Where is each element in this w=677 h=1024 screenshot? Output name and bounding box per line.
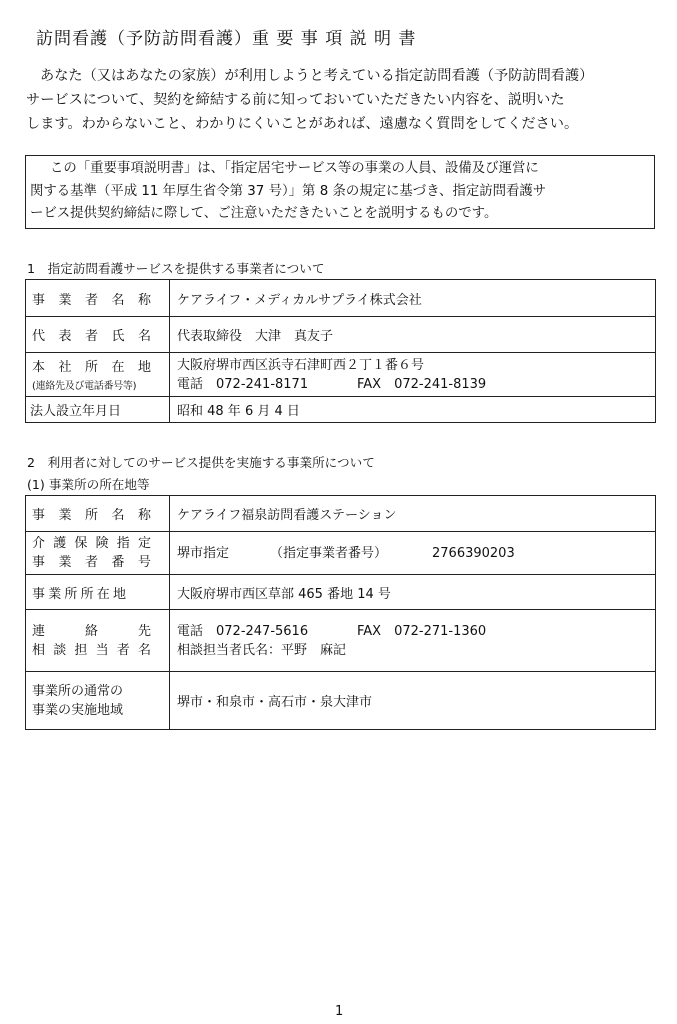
row-label: 本 社 所 在 地 (連絡先及び電話番号等) (26, 353, 170, 397)
table-row (26, 575, 656, 610)
notice-line: 関する基準（平成 11 年厚生省令第 37 号）」第 8 条の規定に基づき、指定訪問看護サ (30, 183, 547, 199)
row-label: 法人設立年月日 (26, 397, 170, 423)
established-value: 昭和 48 年 6 月 4 日 (170, 397, 656, 423)
table-row (26, 317, 656, 353)
row-label: 連 絡 先 相 談 担 当 者 名 (26, 610, 170, 672)
row-label (26, 575, 170, 610)
table-row (26, 610, 656, 672)
service-area-label: 事業の実施地域 (32, 702, 124, 718)
section1-heading: 1 指定訪問看護サービスを提供する事業者について (27, 261, 325, 276)
document-title: 訪問看護（予防訪問看護）重 要 事 項 説 明 書 (36, 29, 417, 49)
office-address-label: 事業所所在地 (32, 586, 130, 602)
head-office-tel: 電話 072-241-8171 (177, 376, 309, 392)
row-label (26, 672, 170, 730)
table-row (26, 353, 656, 397)
contact-note: (連絡先及び電話番号等) (32, 380, 137, 392)
section2-heading: 2 利用者に対してのサービス提供を実施する事業所について (27, 455, 375, 470)
designation-number: 2766390203 (432, 545, 515, 561)
intro-line: します。わからないこと、わかりにくいことがあれば、遠慮なく質問をしてください。 (26, 116, 579, 132)
row-label: 事 業 者 名 称 (26, 280, 170, 317)
head-office-address: 大阪府堺市西区浜寺石津町西２丁１番６号 (177, 357, 425, 373)
intro-paragraph (26, 64, 666, 136)
office-table (25, 495, 656, 730)
service-area-label: 事業所の通常の (32, 683, 124, 699)
office-name-value: ケアライフ福泉訪問看護ステーション (170, 496, 656, 532)
office-address-value: 大阪府堺市西区草部 465 番地 14 号 (170, 575, 656, 610)
company-name-value: ケアライフ・メディカルサプライ株式会社 (170, 280, 656, 317)
notice-line: ービス提供契約締結に際して、ご注意いただきたいことを説明するものです。 (30, 206, 498, 221)
designation-text: 堺市指定 (177, 545, 230, 561)
row-label: 介 護 保 険 指 定 事 業 者 番 号 (26, 532, 170, 575)
contact-value (170, 610, 656, 672)
contact-person: 相談担当者氏名：平野 麻記 (177, 642, 347, 658)
service-area-value: 堺市・和泉市・高石市・泉大津市 (170, 672, 656, 730)
head-office-value (170, 353, 656, 397)
table-row (26, 280, 656, 317)
office-tel: 電話 072-247-5616 (177, 623, 309, 639)
designation-number-label: （指定事業者番号） (270, 545, 388, 561)
table-row (26, 672, 656, 730)
representative-value: 代表取締役 大津 真友子 (170, 317, 656, 353)
table-row (26, 496, 656, 532)
row-label: 代 表 者 氏 名 (26, 317, 170, 353)
table-row (26, 397, 656, 423)
table-row (26, 532, 656, 575)
row-label: 事 業 所 名 称 (26, 496, 170, 532)
intro-line: サービスについて、契約を締結する前に知っておいていただきたい内容を、説明いた (26, 92, 565, 108)
insurance-value (170, 532, 656, 575)
head-office-fax: FAX 072-241-8139 (357, 376, 487, 392)
notice-box (25, 155, 655, 229)
intro-line: あなた（又はあなたの家族）が利用しようと考えている指定訪問看護（予防訪問看護） (40, 68, 594, 84)
office-fax: FAX 072-271-1360 (357, 623, 487, 639)
section2-subheading: (1) 事業所の所在地等 (27, 477, 150, 492)
provider-table (25, 279, 656, 423)
notice-line: この「重要事項説明書」は、「指定居宅サービス等の事業の人員、設備及び運営に (50, 161, 539, 176)
page-number: 1 (335, 1004, 344, 1019)
